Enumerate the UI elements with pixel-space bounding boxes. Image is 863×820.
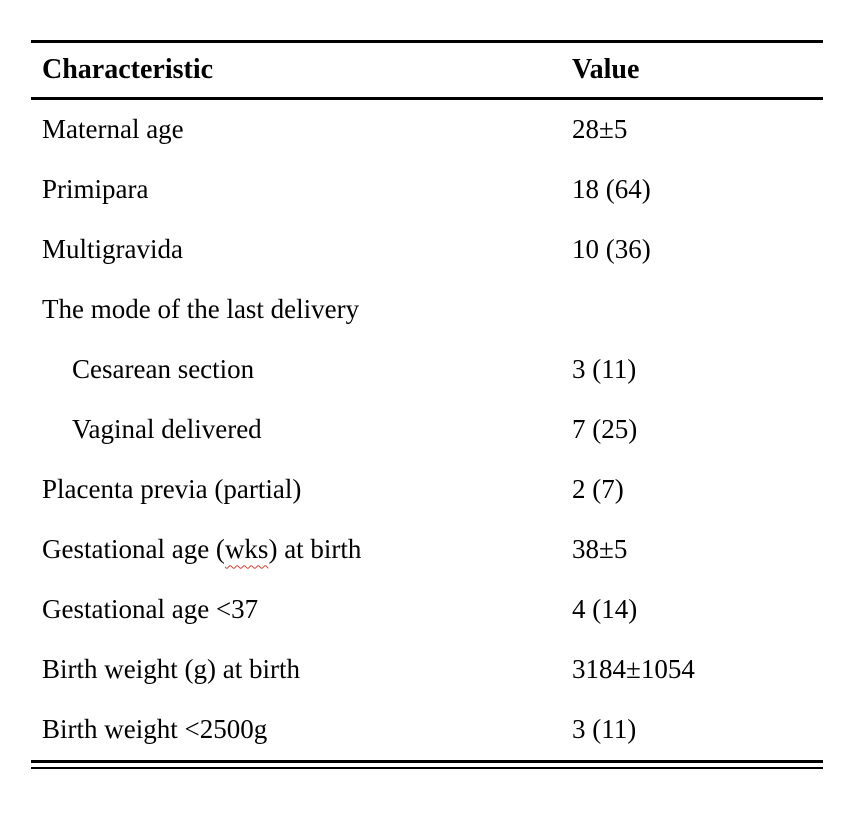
table-row bbox=[31, 460, 823, 520]
table-row bbox=[31, 640, 823, 700]
row-label: Placenta previa (partial) bbox=[42, 474, 302, 505]
table-row bbox=[31, 220, 823, 280]
table-body bbox=[31, 100, 823, 760]
table-row bbox=[31, 340, 823, 400]
row-value: 28±5 bbox=[572, 114, 628, 145]
row-label: Multigravida bbox=[42, 234, 183, 265]
row-label: Birth weight (g) at birth bbox=[42, 654, 300, 685]
row-value: 10 (36) bbox=[572, 234, 651, 265]
column-header-characteristic: Characteristic bbox=[42, 53, 214, 85]
row-label: Gestational age (wks) at birth bbox=[42, 534, 362, 565]
table-bottom-rule bbox=[31, 760, 823, 769]
table-row bbox=[31, 280, 823, 340]
row-value: 3 (11) bbox=[572, 354, 637, 385]
row-value: 18 (64) bbox=[572, 174, 651, 205]
table-row bbox=[31, 160, 823, 220]
table-row bbox=[31, 100, 823, 160]
row-value: 38±5 bbox=[572, 534, 628, 565]
row-value: 7 (25) bbox=[572, 414, 638, 445]
misspelled-word: wks bbox=[224, 534, 269, 565]
row-label: Primipara bbox=[42, 174, 149, 205]
row-value: 3 (11) bbox=[572, 714, 637, 745]
characteristics-table bbox=[31, 40, 823, 769]
row-value: 4 (14) bbox=[572, 594, 638, 625]
row-label: The mode of the last delivery bbox=[42, 294, 360, 325]
table-header-row bbox=[31, 43, 823, 100]
column-header-value: Value bbox=[572, 53, 640, 85]
row-label: Gestational age <37 bbox=[42, 594, 259, 625]
row-label: Birth weight <2500g bbox=[42, 714, 268, 745]
row-value: 3184±1054 bbox=[572, 654, 695, 685]
row-label: Cesarean section bbox=[72, 354, 255, 385]
table-row bbox=[31, 520, 823, 580]
row-value: 2 (7) bbox=[572, 474, 624, 505]
row-label: Vaginal delivered bbox=[72, 414, 262, 445]
table-row bbox=[31, 400, 823, 460]
table-row bbox=[31, 700, 823, 760]
row-label: Maternal age bbox=[42, 114, 184, 145]
table-row bbox=[31, 580, 823, 640]
